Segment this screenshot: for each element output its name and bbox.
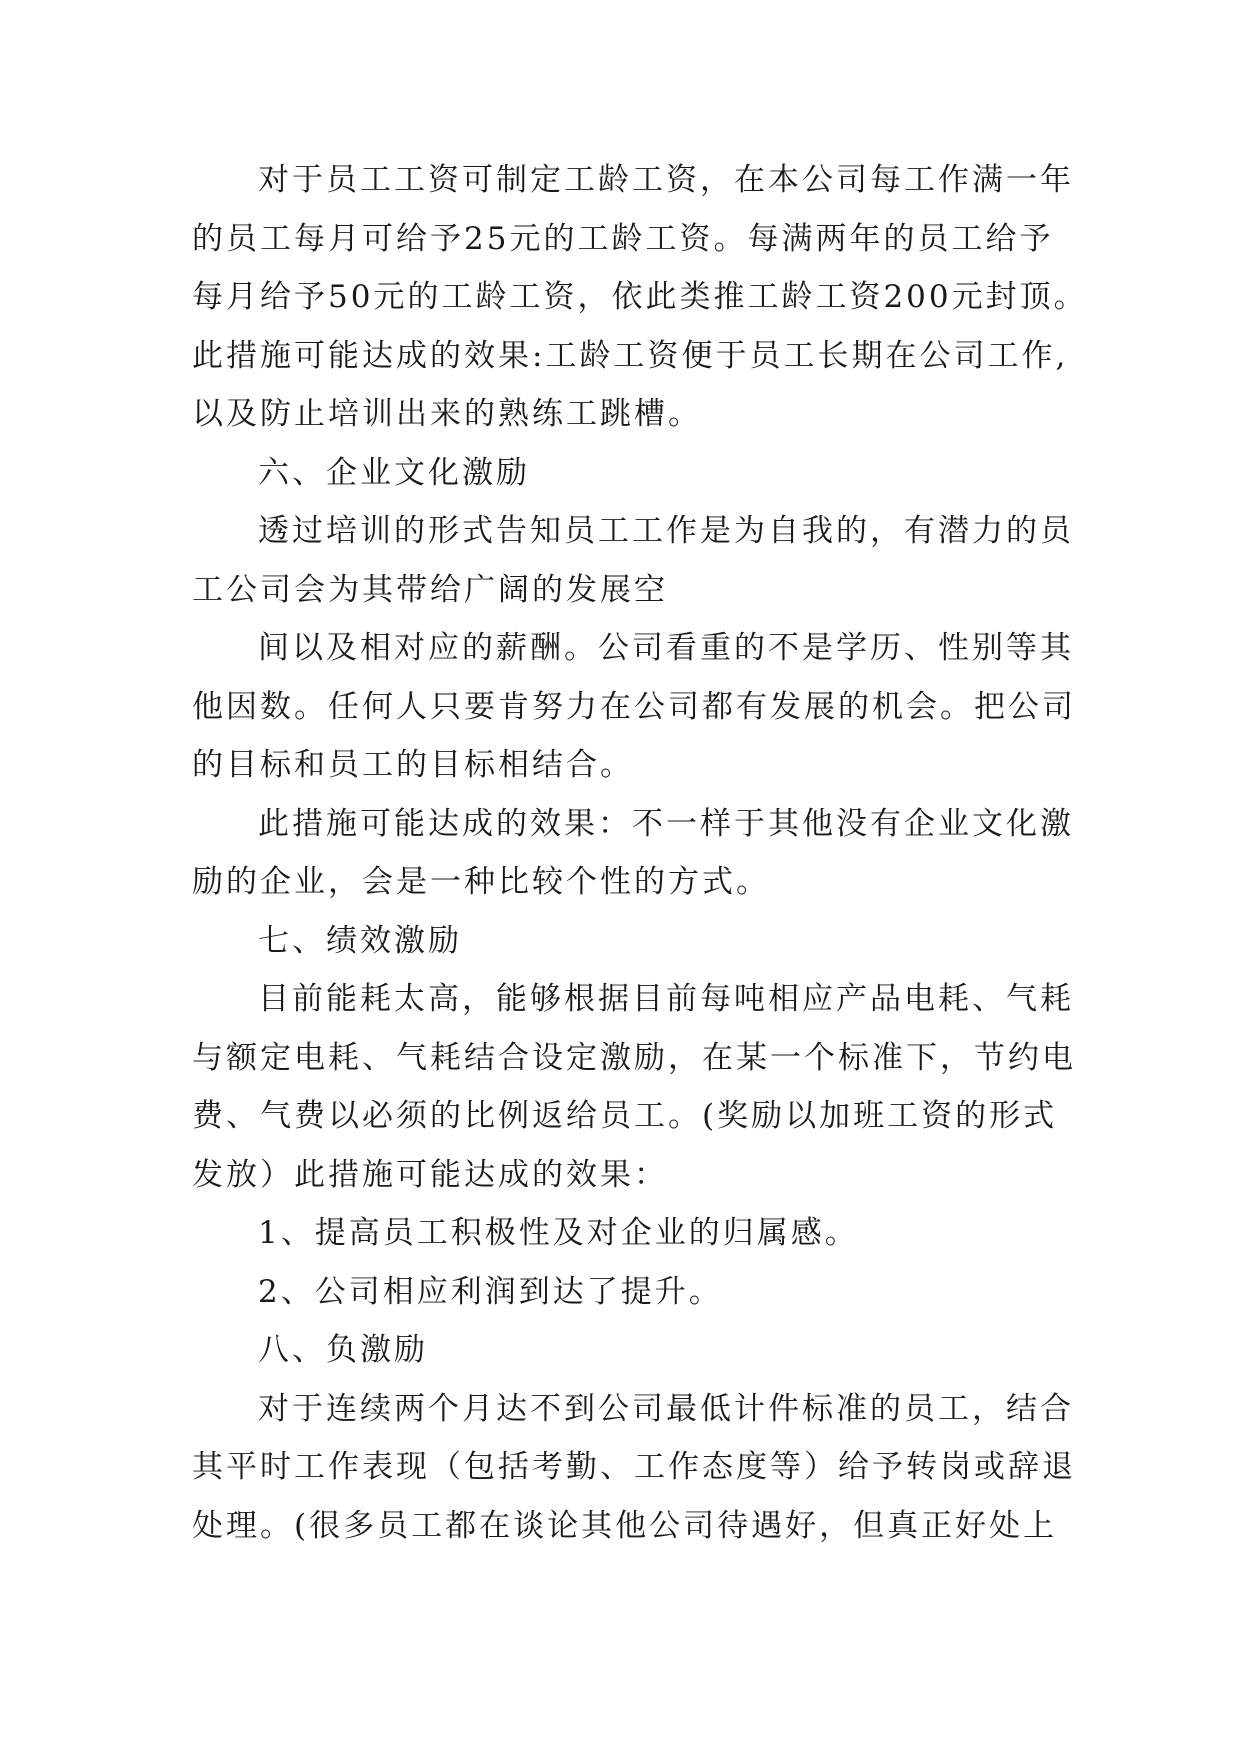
paragraph-line: 发放）此措施可能达成的效果： [192, 1156, 668, 1193]
list-item: 1、提高员工积极性及对企业的归属感。 [258, 1215, 859, 1251]
paragraph-line: 以及防止培训出来的熟练工跳槽。 [192, 396, 702, 432]
paragraph-line: 他因数。任何人只要肯努力在公司都有发展的机会。把公司 [192, 688, 1076, 725]
paragraph-line: 的员工每月可给予25元的工龄工资。每满两年的员工给予 [192, 220, 1054, 257]
paragraph-line: 透过培训的形式告知员工工作是为自我的，有潜力的员 [258, 513, 1074, 549]
section-heading: 七、绩效激励 [258, 922, 462, 959]
list-item: 2、公司相应利润到达了提升。 [258, 1273, 723, 1310]
paragraph-line: 费、气费以必须的比例返给员工。(奖励以加班工资的形式 [192, 1098, 1058, 1134]
paragraph-line: 目前能耗太高，能够根据目前每吨相应产品电耗、气耗 [258, 981, 1074, 1017]
paragraph-line: 处理。(很多员工都在谈论其他公司待遇好，但真正好处上 [192, 1507, 1058, 1544]
paragraph-line: 对于员工工资可制定工龄工资，在本公司每工作满一年 [258, 162, 1074, 198]
paragraph-line: 其平时工作表现（包括考勤、工作态度等）给予转岗或辞退 [192, 1449, 1076, 1485]
paragraph-line: 此措施可能达成的效果:工龄工资便于员工长期在公司工作, [192, 337, 1069, 374]
section-heading: 八、负激励 [258, 1332, 428, 1368]
paragraph-line: 励的企业，会是一种比较个性的方式。 [192, 864, 770, 900]
paragraph-line: 每月给予50元的工龄工资，依此类推工龄工资200元封顶。 [192, 279, 1088, 315]
section-heading: 六、企业文化激励 [258, 454, 530, 491]
paragraph-line: 的目标和员工的目标相结合。 [192, 747, 634, 783]
document-body [192, 160, 1088, 1564]
paragraph-line: 此措施可能达成的效果：不一样于其他没有企业文化激 [258, 805, 1074, 842]
paragraph-line: 间以及相对应的薪酬。公司看重的不是学历、性别等其 [258, 630, 1074, 666]
paragraph-line: 与额定电耗、气耗结合设定激励，在某一个标准下，节约电 [192, 1039, 1076, 1076]
paragraph-line: 对于连续两个月达不到公司最低计件标准的员工，结合 [258, 1390, 1074, 1427]
paragraph-line: 工公司会为其带给广阔的发展空 [192, 571, 668, 608]
